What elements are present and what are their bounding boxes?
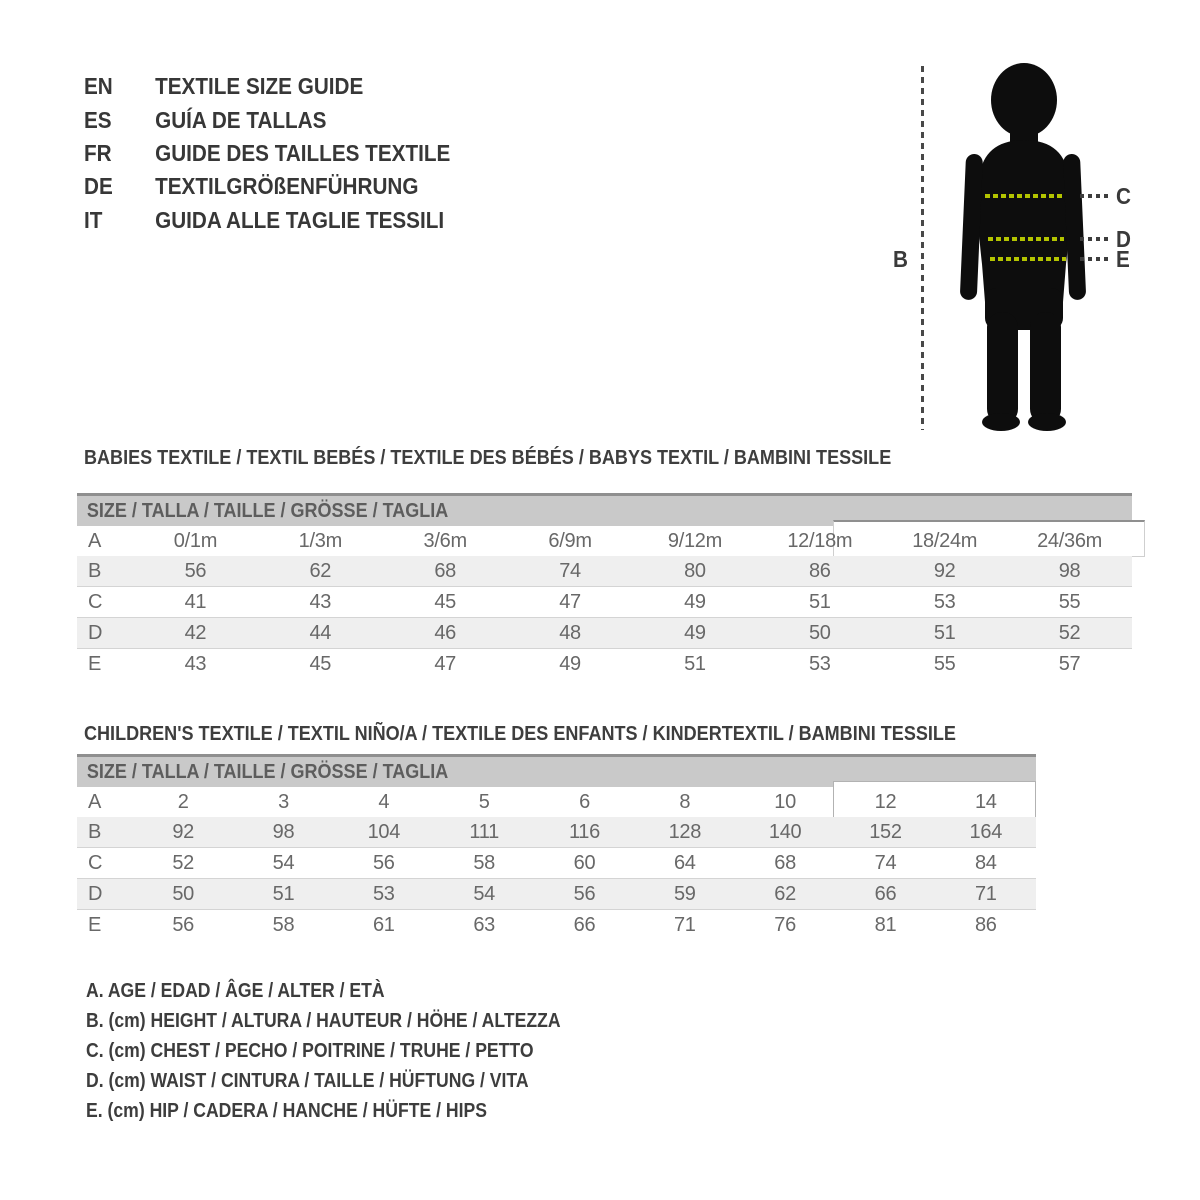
table-cell: 49: [559, 652, 581, 675]
table-cell: 86: [808, 559, 831, 582]
table-cell: 57: [1058, 652, 1081, 675]
table-cell: 71: [673, 913, 696, 936]
language-code: EN: [84, 73, 113, 100]
children-table-rows: [77, 787, 1036, 940]
table-cell: 59: [673, 882, 696, 905]
language-row: [84, 137, 450, 170]
table-cell: 71: [974, 882, 997, 905]
table-cell: 9/12m: [667, 529, 722, 552]
table-cell: 49: [684, 621, 706, 644]
row-label: B: [88, 820, 102, 843]
height-measure-line: [921, 66, 924, 430]
hip-leader-line: [1080, 257, 1110, 261]
table-cell: 41: [184, 590, 207, 613]
language-row: [84, 103, 450, 136]
table-cell: 53: [808, 652, 831, 675]
babies-section-heading: BABIES TEXTILE / TEXTIL BEBÉS / TEXTILE DES BÉBÉS / BABYS TEXTIL / BAMBINI TESSILE: [84, 446, 892, 469]
table-cell: 56: [573, 882, 596, 905]
table-cell: 62: [309, 559, 332, 582]
table-cell: 4: [378, 790, 390, 813]
table-cell: 6/9m: [548, 529, 592, 552]
table-cell: 80: [684, 559, 706, 582]
table-cell: 55: [933, 652, 956, 675]
table-row: [77, 848, 1036, 879]
waist-measure-line: [988, 237, 1064, 241]
hip-measure-line: [990, 257, 1066, 261]
table-row: [77, 879, 1036, 910]
language-title: GUIDA ALLE TAGLIE TESSILI: [155, 206, 445, 233]
table-row: [77, 649, 1132, 679]
table-cell: 47: [434, 652, 457, 675]
table-cell: 111: [469, 820, 499, 843]
table-row: [77, 910, 1036, 940]
legend-line: D. (cm) WAIST / CINTURA / TAILLE / HÜFTUNG / VITA: [86, 1069, 529, 1092]
language-code: IT: [84, 206, 103, 233]
chest-leader-line: [1080, 194, 1110, 198]
language-code: FR: [84, 139, 112, 166]
table-cell: 86: [974, 913, 997, 936]
row-label: D: [88, 621, 103, 644]
table-cell: 51: [933, 621, 956, 644]
language-list: [84, 70, 491, 237]
language-row: [84, 170, 450, 203]
height-label: B: [893, 246, 908, 272]
language-title: GUÍA DE TALLAS: [155, 106, 327, 133]
table-cell: 66: [573, 913, 596, 936]
table-cell: 128: [668, 820, 702, 843]
legend-line: A. AGE / EDAD / ÂGE / ALTER / ETÀ: [86, 980, 385, 1003]
row-label: A: [88, 529, 102, 552]
table-cell: 74: [559, 559, 581, 582]
table-row: [77, 618, 1132, 649]
table-cell: 81: [874, 913, 897, 936]
table-cell: 12: [874, 790, 897, 813]
table-cell: 52: [172, 851, 194, 874]
table-cell: 51: [684, 652, 706, 675]
table-cell: 53: [933, 590, 956, 613]
chest-measure-line: [985, 194, 1062, 198]
row-label: E: [88, 913, 102, 936]
table-cell: 5: [478, 790, 490, 813]
table-cell: 12/18m: [787, 529, 853, 552]
table-cell: 49: [684, 590, 706, 613]
language-code: ES: [84, 106, 112, 133]
table-cell: 63: [473, 913, 495, 936]
table-cell: 164: [969, 820, 1003, 843]
size-figure: [860, 40, 1200, 470]
table-cell: 76: [774, 913, 796, 936]
language-code: DE: [84, 173, 113, 200]
table-cell: 6: [579, 790, 590, 813]
legend-line: B. (cm) HEIGHT / ALTURA / HAUTEUR / HÖHE / ALTEZZA: [86, 1010, 561, 1033]
language-row: [84, 70, 450, 103]
table-cell: 55: [1058, 590, 1081, 613]
children-table-header-label: SIZE / TALLA / TAILLE / GRÖSSE / TAGLIA: [86, 760, 449, 783]
waist-leader-line: [1080, 237, 1110, 241]
table-cell: 56: [172, 913, 194, 936]
table-cell: 0/1m: [173, 529, 218, 552]
babies-table-rows: [77, 526, 1132, 679]
language-title: TEXTILGRÖßENFÜHRUNG: [155, 173, 419, 200]
table-cell: 68: [434, 559, 457, 582]
row-label: D: [88, 882, 103, 905]
hip-label: E: [1116, 246, 1130, 272]
table-cell: 24/36m: [1037, 529, 1103, 552]
table-cell: 140: [768, 820, 802, 843]
table-cell: 92: [933, 559, 956, 582]
table-cell: 45: [434, 590, 457, 613]
table-cell: 3/6m: [423, 529, 467, 552]
table-cell: 84: [974, 851, 997, 874]
row-label: C: [88, 590, 103, 613]
language-row: [84, 204, 450, 237]
table-cell: 53: [372, 882, 395, 905]
measurement-legend: [86, 977, 625, 1126]
table-cell: 43: [184, 652, 207, 675]
table-row: [77, 587, 1132, 618]
language-title: TEXTILE SIZE GUIDE: [155, 73, 364, 100]
table-cell: 56: [372, 851, 395, 874]
table-row: [77, 556, 1132, 587]
table-cell: 60: [573, 851, 596, 874]
table-cell: 10: [774, 790, 796, 813]
table-cell: 116: [568, 820, 600, 843]
table-cell: 45: [309, 652, 332, 675]
legend-line: C. (cm) CHEST / PECHO / POITRINE / TRUHE / PETTO: [86, 1039, 534, 1062]
table-cell: 98: [272, 820, 295, 843]
table-cell: 14: [974, 790, 997, 813]
table-cell: 54: [272, 851, 295, 874]
table-cell: 92: [172, 820, 194, 843]
table-cell: 43: [309, 590, 332, 613]
table-cell: 52: [1058, 621, 1081, 644]
table-cell: 51: [808, 590, 831, 613]
table-cell: 42: [184, 621, 207, 644]
children-section-heading: CHILDREN'S TEXTILE / TEXTIL NIÑO/A / TEXTILE DES ENFANTS / KINDERTEXTIL / BAMBINI TESSILE: [84, 722, 956, 745]
row-label: A: [88, 790, 102, 813]
babies-table-header-label: SIZE / TALLA / TAILLE / GRÖSSE / TAGLIA: [86, 499, 449, 522]
table-cell: 62: [774, 882, 796, 905]
table-cell: 68: [774, 851, 796, 874]
legend-line: E. (cm) HIP / CADERA / HANCHE / HÜFTE / HIPS: [86, 1099, 487, 1122]
table-row: [77, 817, 1036, 848]
babies-size-table: [77, 493, 1132, 679]
table-cell: 44: [309, 621, 332, 644]
table-cell: 66: [874, 882, 897, 905]
chest-label: C: [1116, 183, 1131, 209]
table-cell: 104: [367, 820, 401, 843]
table-cell: 8: [679, 790, 691, 813]
table-cell: 48: [559, 621, 581, 644]
table-cell: 1/3m: [298, 529, 342, 552]
table-cell: 50: [172, 882, 194, 905]
table-cell: 152: [869, 820, 902, 843]
table-cell: 46: [434, 621, 457, 644]
table-cell: 98: [1058, 559, 1081, 582]
row-label: C: [88, 851, 103, 874]
table-cell: 50: [808, 621, 831, 644]
row-label: B: [88, 559, 102, 582]
child-silhouette-icon: [938, 60, 1108, 435]
table-row: [77, 787, 1036, 817]
table-cell: 58: [473, 851, 495, 874]
table-cell: 61: [372, 913, 395, 936]
table-cell: 3: [278, 790, 289, 813]
table-cell: 47: [559, 590, 581, 613]
table-cell: 58: [272, 913, 295, 936]
table-cell: 2: [177, 790, 189, 813]
table-cell: 64: [673, 851, 696, 874]
table-cell: 51: [272, 882, 295, 905]
row-label: E: [88, 652, 102, 675]
table-row: [77, 526, 1132, 556]
waist-label: D: [1116, 226, 1131, 252]
table-cell: 54: [473, 882, 495, 905]
table-cell: 18/24m: [912, 529, 978, 552]
table-cell: 56: [184, 559, 207, 582]
language-title: GUIDE DES TAILLES TEXTILE: [155, 139, 451, 166]
table-cell: 74: [874, 851, 897, 874]
children-size-table: [77, 754, 1036, 940]
